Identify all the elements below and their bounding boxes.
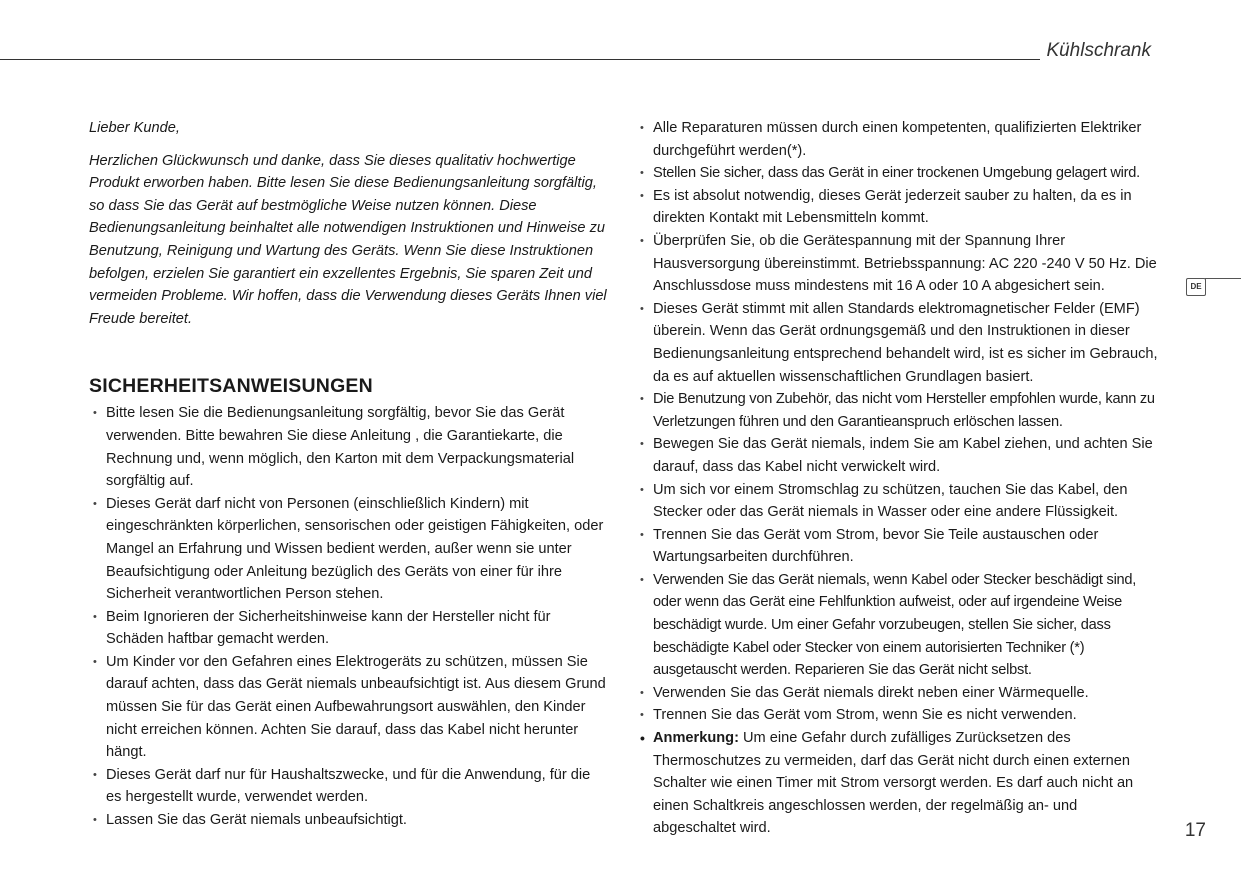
safety-item: • Um Kinder vor den Gefahren eines Elektrogeräts zu schützen, müssen Sie darauf achten, dass das Gerät niemals unbeaufsichtigt ist. Aus diesem Grund müssen Sie für das Gerät einen Aufbewahrungsort auswählen, den Kinder nicht erreichen können. Achten Sie darauf, dass das Kabel nicht herunter hängt.: [89, 651, 609, 764]
safety-item: • Um sich vor einem Stromschlag zu schützen, tauchen Sie das Kabel, den Stecker oder das Gerät niemals in Wasser oder eine andere Flüssigkeit.: [640, 479, 1162, 524]
safety-item: • Lassen Sie das Gerät niemals unbeaufsichtigt.: [89, 809, 609, 832]
left-column: [89, 117, 609, 832]
header-rule: [0, 59, 1040, 60]
note-item: [640, 727, 1162, 840]
safety-item: • Es ist absolut notwendig, dieses Gerät jederzeit sauber zu halten, da es in direkten Kontakt mit Lebensmitteln kommt.: [640, 185, 1162, 230]
safety-item: • Bewegen Sie das Gerät niemals, indem Sie am Kabel ziehen, und achten Sie darauf, dass das Kabel nicht verwickelt wird.: [640, 433, 1162, 478]
safety-item: • Dieses Gerät darf nicht von Personen (einschließlich Kindern) mit eingeschränkten körperlichen, sensorischen oder geistigen Fähigkeiten, oder Mangel an Erfahrung und Wissen bedient werden, außer wenn sie unter Beaufsichtigung oder Anleitung bezüglich des Geräts von einer für ihre Sicherheit verantwortlichen Person stehen.: [89, 493, 609, 606]
safety-heading: SICHERHEITSANWEISUNGEN: [89, 375, 373, 398]
safety-item: • Bitte lesen Sie die Bedienungsanleitung sorgfältig, bevor Sie das Gerät verwenden. Bitte bewahren Sie diese Anleitung , die Garantiekarte, die Rechnung und, wenn möglich, den Karton mit dem Verpackungsmaterial sorgfältig auf.: [89, 402, 609, 492]
safety-item: • Verwenden Sie das Gerät niemals, wenn Kabel oder Stecker beschädigt sind, oder wenn das Gerät eine Fehlfunktion aufweist, oder auf irgendeine Weise beschädigt wurde. Um einer Gefahr vorzubeugen, stellen Sie sicher, dass beschädigte Kabel oder Stecker von einem autorisierten Techniker (*) ausgetauscht werden. Reparieren Sie das Gerät nicht selbst.: [640, 569, 1162, 682]
safety-item: • Trennen Sie das Gerät vom Strom, wenn Sie es nicht verwenden.: [640, 704, 1162, 727]
safety-item: • Verwenden Sie das Gerät niemals direkt neben einer Wärmequelle.: [640, 682, 1162, 705]
note-text: Um eine Gefahr durch zufälliges Zurücksetzen des Thermoschutzes zu vermeiden, darf das Gerät nicht durch einen externen Schalter wie einen Timer mit Strom versorgt werden. Es darf auch nicht an einen Schaltkreis angeschlossen werden, der regelmäßig an- und abgeschaltet wird.: [653, 730, 1134, 837]
safety-list-left: [89, 402, 609, 831]
intro-paragraph: Herzlichen Glückwunsch und danke, dass Sie dieses qualitativ hochwertige Produkt erworben haben. Bitte lesen Sie diese Bedienungsanleitung sorgfältig, so dass Sie das Gerät auf bestmögliche Weise nutzen können. Diese Bedienungsanleitung beinhaltet alle notwendigen Instruktionen und Hinweise zu Benutzung, Reinigung und Wartung des Geräts. Wenn Sie diese Instruktionen befolgen, erzielen Sie garantiert ein exzellentes Ergebnis, Sie sparen Zeit und vermeiden Probleme. Wir hoffen, dass die Verwendung dieses Geräts Ihnen viel Freude bereitet.: [89, 152, 607, 327]
safety-item: • Überprüfen Sie, ob die Gerätespannung mit der Spannung Ihrer Hausversorgung übereinstimmt. Betriebsspannung: AC 220 -240 V 50 Hz. Die Anschlussdose muss mindestens mit 16 A oder 10 A abgesichert sein.: [640, 230, 1162, 298]
intro-section: [89, 117, 609, 330]
safety-item: • Alle Reparaturen müssen durch einen kompetenten, qualifizierten Elektriker durchgeführt werden(*).: [640, 117, 1162, 162]
safety-list-right: [640, 117, 1162, 840]
document-title: Kühlschrank: [1046, 40, 1151, 61]
note-label: Anmerkung:: [653, 730, 739, 747]
safety-item: • Stellen Sie sicher, dass das Gerät in einer trockenen Umgebung gelagert wird.: [640, 162, 1162, 185]
safety-item: • Die Benutzung von Zubehör, das nicht vom Hersteller empfohlen wurde, kann zu Verletzungen führen und den Garantieanspruch erlöschen lassen.: [640, 388, 1162, 433]
safety-item: • Dieses Gerät darf nur für Haushaltszwecke, und für die Anwendung, für die es hergestellt wurde, verwendet werden.: [89, 764, 609, 809]
page-number: 17: [1184, 820, 1206, 841]
safety-item: • Dieses Gerät stimmt mit allen Standards elektromagnetischer Felder (EMF) überein. Wenn das Gerät ordnungsgemäß und den Instruktionen in dieser Bedienungsanleitung entsprechend behandelt wird, ist es sicher im Gebrauch, da es auf aktuellen wissenschaftlichen Grundlagen basiert.: [640, 298, 1162, 388]
right-column: [640, 117, 1162, 840]
language-tab: DE: [1186, 278, 1206, 296]
greeting: Lieber Kunde,: [89, 120, 180, 136]
safety-item: • Trennen Sie das Gerät vom Strom, bevor Sie Teile austauschen oder Wartungsarbeiten durchführen.: [640, 524, 1162, 569]
safety-item: • Beim Ignorieren der Sicherheitshinweise kann der Hersteller nicht für Schäden haftbar gemacht werden.: [89, 606, 609, 651]
language-tab-rule: [1205, 278, 1241, 279]
